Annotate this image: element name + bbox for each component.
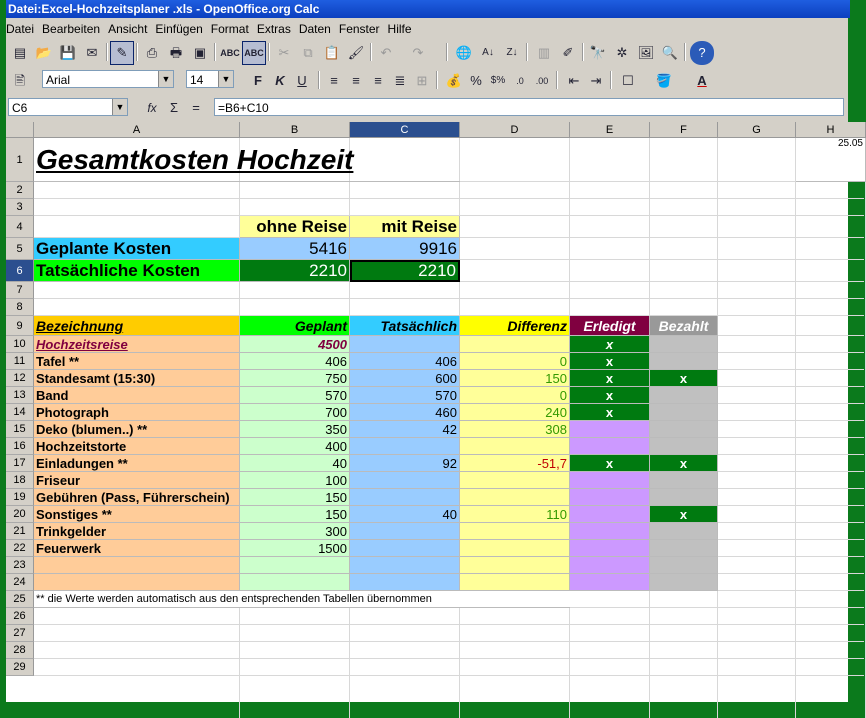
item-planned[interactable]: 400 bbox=[240, 438, 350, 455]
row-header-26[interactable]: 26 bbox=[6, 608, 34, 625]
undo-icon[interactable]: ↶ bbox=[380, 45, 392, 60]
sort-descending-icon[interactable]: Z↓ bbox=[506, 47, 518, 58]
align-right-icon[interactable]: ≡ bbox=[374, 73, 382, 88]
name-box[interactable] bbox=[8, 98, 128, 116]
row-header-22[interactable]: 22 bbox=[6, 540, 34, 557]
item-name[interactable]: Hochzeitsreise bbox=[34, 336, 240, 353]
item-paid[interactable] bbox=[650, 438, 718, 455]
item-difference[interactable] bbox=[460, 523, 570, 540]
increase-indent-icon[interactable]: ⇥ bbox=[590, 73, 602, 88]
gridline bbox=[34, 675, 864, 676]
row-header-27[interactable]: 27 bbox=[6, 625, 34, 642]
item-actual[interactable]: 92 bbox=[350, 455, 460, 472]
item-actual[interactable] bbox=[350, 438, 460, 455]
row-header-5[interactable]: 5 bbox=[6, 238, 34, 260]
item-paid[interactable]: x bbox=[650, 506, 718, 523]
page-preview-icon[interactable]: ▣ bbox=[193, 45, 207, 60]
menu-item[interactable]: Extras bbox=[256, 22, 291, 36]
item-name[interactable]: Hochzeitstorte bbox=[34, 438, 240, 455]
row-header-9[interactable]: 9 bbox=[6, 316, 34, 336]
styles-icon[interactable]: 🖹 bbox=[14, 73, 26, 88]
item-planned[interactable]: 300 bbox=[240, 523, 350, 540]
column-header-a[interactable]: A bbox=[34, 122, 240, 138]
cell-h1[interactable]: 25.05 bbox=[796, 138, 866, 182]
row-header-16[interactable]: 16 bbox=[6, 438, 34, 455]
item-planned[interactable]: 750 bbox=[240, 370, 350, 387]
menu-item[interactable]: Bearbeiten bbox=[42, 22, 101, 36]
hyperlink-icon[interactable]: 🌐 bbox=[455, 45, 473, 60]
item-name[interactable]: Einladungen ** bbox=[34, 455, 240, 472]
item-paid[interactable] bbox=[650, 489, 718, 506]
column-header-h[interactable]: H bbox=[796, 122, 866, 138]
calc-window bbox=[6, 0, 863, 702]
column-header-b[interactable]: B bbox=[240, 122, 350, 138]
find-replace-icon[interactable]: 🔭 bbox=[589, 45, 607, 60]
item-planned[interactable]: 700 bbox=[240, 404, 350, 421]
table-header-geplant[interactable]: Geplant bbox=[240, 316, 350, 336]
table-header-bezahlt[interactable]: Bezahlt bbox=[650, 316, 718, 336]
item-actual[interactable]: 570 bbox=[350, 387, 460, 404]
item-done[interactable] bbox=[570, 506, 650, 523]
item-name[interactable]: Sonstiges ** bbox=[34, 506, 240, 523]
edit-file-icon[interactable]: ✎ bbox=[110, 41, 134, 65]
paste-icon[interactable]: 📋 bbox=[323, 45, 341, 60]
column-header-d[interactable]: D bbox=[460, 122, 570, 138]
row-header-23[interactable]: 23 bbox=[6, 557, 34, 574]
item-name[interactable]: Standesamt (15:30) bbox=[34, 370, 240, 387]
delete-decimal-icon[interactable]: .00 bbox=[535, 76, 549, 86]
item-done[interactable] bbox=[570, 472, 650, 489]
font-size-select[interactable] bbox=[186, 70, 234, 88]
item-done[interactable] bbox=[570, 421, 650, 438]
item-planned[interactable]: 4500 bbox=[240, 336, 350, 353]
menu-item[interactable]: Format bbox=[210, 22, 249, 36]
font-name-select[interactable] bbox=[42, 70, 174, 88]
item-actual[interactable] bbox=[350, 336, 460, 353]
print-icon[interactable]: 🖶 bbox=[169, 45, 183, 60]
row-header-25[interactable]: 25 bbox=[6, 591, 34, 608]
row-header-1[interactable]: 1 bbox=[6, 138, 34, 182]
email-icon[interactable]: ✉ bbox=[86, 45, 98, 60]
gallery-icon[interactable]: 🖼 bbox=[637, 45, 655, 60]
item-paid[interactable] bbox=[650, 574, 718, 591]
item-done[interactable] bbox=[570, 540, 650, 557]
item-planned[interactable]: 100 bbox=[240, 472, 350, 489]
item-planned[interactable]: 406 bbox=[240, 353, 350, 370]
column-header-c[interactable]: C bbox=[350, 122, 460, 138]
chevron-down-icon[interactable]: ▼ bbox=[218, 71, 233, 87]
formula-bar bbox=[6, 96, 848, 118]
menu-item[interactable]: Daten bbox=[298, 22, 331, 36]
row-header-12[interactable]: 12 bbox=[6, 370, 34, 387]
item-difference[interactable] bbox=[460, 574, 570, 591]
item-difference[interactable] bbox=[460, 438, 570, 455]
row-header-21[interactable]: 21 bbox=[6, 523, 34, 540]
item-paid[interactable] bbox=[650, 336, 718, 353]
item-actual[interactable]: 40 bbox=[350, 506, 460, 523]
chart-icon[interactable]: ▥ bbox=[537, 45, 551, 60]
borders-icon[interactable]: ☐ bbox=[622, 73, 634, 88]
item-planned[interactable]: 1500 bbox=[240, 540, 350, 557]
draw-functions-icon[interactable]: ✐ bbox=[562, 45, 574, 60]
item-difference[interactable]: 240 bbox=[460, 404, 570, 421]
item-difference[interactable]: 110 bbox=[460, 506, 570, 523]
item-name[interactable]: Trinkgelder bbox=[34, 523, 240, 540]
item-done[interactable]: x bbox=[570, 370, 650, 387]
actual-mit-reise-selected[interactable]: 2210 bbox=[350, 260, 460, 282]
align-center-icon[interactable]: ≡ bbox=[352, 73, 360, 88]
row-header-10[interactable]: 10 bbox=[6, 336, 34, 353]
item-done[interactable]: x bbox=[570, 387, 650, 404]
row-header-17[interactable]: 17 bbox=[6, 455, 34, 472]
item-paid[interactable] bbox=[650, 472, 718, 489]
spreadsheet-grid[interactable] bbox=[6, 122, 863, 702]
table-header-erledigt[interactable]: Erledigt bbox=[570, 316, 650, 336]
row-header-2[interactable]: 2 bbox=[6, 182, 34, 199]
decrease-indent-icon[interactable]: ⇤ bbox=[568, 73, 580, 88]
menu-bar bbox=[6, 20, 848, 38]
bold-icon[interactable]: F bbox=[254, 73, 262, 88]
column-header-e[interactable]: E bbox=[570, 122, 650, 138]
save-icon[interactable]: 💾 bbox=[59, 45, 77, 60]
window-title: Datei:Excel-Hochzeitsplaner .xls - OpenOffice.org Calc bbox=[6, 0, 850, 18]
item-done[interactable] bbox=[570, 557, 650, 574]
merge-cells-icon[interactable]: ⊞ bbox=[416, 73, 428, 88]
gridline bbox=[34, 298, 864, 299]
item-actual[interactable] bbox=[350, 574, 460, 591]
row-header-29[interactable]: 29 bbox=[6, 659, 34, 676]
gridline bbox=[34, 641, 864, 642]
item-actual[interactable] bbox=[350, 557, 460, 574]
item-planned[interactable]: 350 bbox=[240, 421, 350, 438]
row-header-15[interactable]: 15 bbox=[6, 421, 34, 438]
formula-text: =B6+C10 bbox=[218, 101, 269, 115]
column-header-g[interactable]: G bbox=[718, 122, 796, 138]
item-planned[interactable]: 150 bbox=[240, 506, 350, 523]
chevron-down-icon[interactable]: ▼ bbox=[112, 99, 127, 115]
item-name[interactable]: Band bbox=[34, 387, 240, 404]
item-difference[interactable] bbox=[460, 472, 570, 489]
item-actual[interactable] bbox=[350, 472, 460, 489]
row-header-19[interactable]: 19 bbox=[6, 489, 34, 506]
row-header-7[interactable]: 7 bbox=[6, 282, 34, 299]
item-actual[interactable]: 460 bbox=[350, 404, 460, 421]
menu-item[interactable]: Fenster bbox=[338, 22, 380, 36]
planned-ohne-reise[interactable]: 5416 bbox=[240, 238, 350, 260]
add-decimal-icon[interactable]: .0 bbox=[516, 76, 524, 86]
item-paid[interactable] bbox=[650, 404, 718, 421]
sort-ascending-icon[interactable]: A↓ bbox=[482, 47, 494, 58]
formatting-toolbar bbox=[6, 66, 848, 94]
row-header-11[interactable]: 11 bbox=[6, 353, 34, 370]
row-header-8[interactable]: 8 bbox=[6, 299, 34, 316]
open-folder-icon[interactable]: 📂 bbox=[35, 45, 53, 60]
column-header-f[interactable]: F bbox=[650, 122, 718, 138]
gridline bbox=[34, 624, 864, 625]
font-color-icon[interactable]: A bbox=[697, 73, 707, 88]
currency-icon[interactable]: 💰 bbox=[445, 73, 463, 88]
item-done[interactable] bbox=[570, 574, 650, 591]
chevron-down-icon[interactable]: ▼ bbox=[158, 71, 173, 87]
item-paid[interactable]: x bbox=[650, 370, 718, 387]
item-name[interactable] bbox=[34, 557, 240, 574]
formula-input[interactable] bbox=[214, 98, 844, 116]
actual-ohne-reise[interactable]: 2210 bbox=[240, 260, 350, 282]
autospellcheck-icon[interactable]: ABC bbox=[242, 41, 266, 65]
standard-format-icon[interactable]: $% bbox=[490, 75, 506, 86]
label-geplante-kosten[interactable]: Geplante Kosten bbox=[34, 238, 240, 260]
row-header-3[interactable]: 3 bbox=[6, 199, 34, 216]
spellcheck-icon[interactable]: ABC bbox=[220, 48, 240, 58]
menu-item[interactable]: Datei bbox=[6, 22, 35, 36]
item-done[interactable]: x bbox=[570, 455, 650, 472]
format-paintbrush-icon[interactable]: 🖌 bbox=[347, 45, 365, 60]
item-paid[interactable] bbox=[650, 353, 718, 370]
item-planned[interactable]: 570 bbox=[240, 387, 350, 404]
item-paid[interactable] bbox=[650, 387, 718, 404]
item-actual[interactable] bbox=[350, 489, 460, 506]
item-difference[interactable]: -51,7 bbox=[460, 455, 570, 472]
copy-icon[interactable]: ⧉ bbox=[303, 45, 313, 60]
item-name[interactable]: Tafel ** bbox=[34, 353, 240, 370]
italic-icon[interactable]: K bbox=[275, 73, 285, 88]
underline-icon[interactable]: U bbox=[297, 73, 307, 88]
item-actual[interactable] bbox=[350, 523, 460, 540]
sum-icon[interactable]: Σ bbox=[169, 100, 179, 115]
gridline bbox=[34, 658, 864, 659]
item-difference[interactable] bbox=[460, 540, 570, 557]
item-actual[interactable]: 600 bbox=[350, 370, 460, 387]
item-difference[interactable] bbox=[460, 336, 570, 353]
item-name[interactable]: Friseur bbox=[34, 472, 240, 489]
item-planned[interactable]: 40 bbox=[240, 455, 350, 472]
row-header-28[interactable]: 28 bbox=[6, 642, 34, 659]
row-header-4[interactable]: 4 bbox=[6, 216, 34, 238]
font-size-value: 14 bbox=[190, 73, 204, 87]
cut-icon[interactable]: ✂ bbox=[278, 45, 290, 60]
row-header-18[interactable]: 18 bbox=[6, 472, 34, 489]
align-left-icon[interactable]: ≡ bbox=[330, 73, 338, 88]
item-planned[interactable]: 150 bbox=[240, 489, 350, 506]
item-planned[interactable] bbox=[240, 557, 350, 574]
item-done[interactable]: x bbox=[570, 353, 650, 370]
row-header-13[interactable]: 13 bbox=[6, 387, 34, 404]
standard-toolbar bbox=[6, 38, 848, 66]
item-name[interactable]: Feuerwerk bbox=[34, 540, 240, 557]
gridline bbox=[795, 138, 796, 718]
row-header-24[interactable]: 24 bbox=[6, 574, 34, 591]
table-header-bezeichnung[interactable]: Bezeichnung bbox=[34, 316, 240, 336]
new-document-icon[interactable]: ▤ bbox=[13, 45, 27, 60]
sheet-title[interactable]: Gesamtkosten Hochzeit bbox=[34, 138, 460, 182]
item-planned[interactable] bbox=[240, 574, 350, 591]
cell-reference: C6 bbox=[12, 101, 28, 115]
item-difference[interactable]: 308 bbox=[460, 421, 570, 438]
item-difference[interactable] bbox=[460, 557, 570, 574]
item-difference[interactable]: 0 bbox=[460, 387, 570, 404]
function-icon[interactable]: = bbox=[192, 100, 200, 115]
justify-icon[interactable]: ≣ bbox=[394, 73, 406, 88]
item-difference[interactable]: 0 bbox=[460, 353, 570, 370]
item-actual[interactable]: 42 bbox=[350, 421, 460, 438]
background-color-icon[interactable]: 🪣 bbox=[655, 73, 673, 88]
item-paid[interactable]: x bbox=[650, 455, 718, 472]
menu-item[interactable]: Einfügen bbox=[155, 22, 203, 36]
menu-item[interactable]: Hilfe bbox=[387, 22, 412, 36]
row-header-6[interactable]: 6 bbox=[6, 260, 34, 282]
row-header-14[interactable]: 14 bbox=[6, 404, 34, 421]
font-name-value: Arial bbox=[46, 73, 71, 87]
header-mit-reise[interactable]: mit Reise bbox=[350, 216, 460, 238]
item-name[interactable]: Deko (blumen..) ** bbox=[34, 421, 240, 438]
table-header-tatsächlich[interactable]: Tatsächlich bbox=[350, 316, 460, 336]
row-header-20[interactable]: 20 bbox=[6, 506, 34, 523]
item-paid[interactable] bbox=[650, 557, 718, 574]
item-paid[interactable] bbox=[650, 540, 718, 557]
export-pdf-icon[interactable]: ⎙ bbox=[146, 45, 158, 60]
item-paid[interactable] bbox=[650, 523, 718, 540]
percent-icon[interactable]: % bbox=[470, 73, 482, 88]
header-ohne-reise[interactable]: ohne Reise bbox=[240, 216, 350, 238]
item-done[interactable]: x bbox=[570, 336, 650, 353]
menu-item[interactable]: Ansicht bbox=[108, 22, 148, 36]
item-done[interactable] bbox=[570, 523, 650, 540]
item-done[interactable]: x bbox=[570, 404, 650, 421]
item-difference[interactable]: 150 bbox=[460, 370, 570, 387]
item-name[interactable]: Gebühren (Pass, Führerschein) bbox=[34, 489, 240, 506]
label-tatsaechliche-kosten[interactable]: Tatsächliche Kosten bbox=[34, 260, 240, 282]
zoom-icon[interactable]: 🔍 bbox=[661, 45, 679, 60]
item-paid[interactable] bbox=[650, 421, 718, 438]
footnote[interactable]: ** die Werte werden automatisch aus den entsprechenden Tabellen übernommen bbox=[34, 591, 570, 608]
table-header-differenz[interactable]: Differenz bbox=[460, 316, 570, 336]
item-difference[interactable] bbox=[460, 489, 570, 506]
corner-select-all[interactable] bbox=[6, 122, 34, 138]
redo-icon[interactable]: ↷ bbox=[412, 45, 424, 60]
planned-mit-reise[interactable]: 9916 bbox=[350, 238, 460, 260]
function-wizard-icon[interactable]: fx bbox=[147, 101, 157, 115]
item-done[interactable] bbox=[570, 489, 650, 506]
item-name[interactable] bbox=[34, 574, 240, 591]
item-name[interactable]: Photograph bbox=[34, 404, 240, 421]
item-actual[interactable]: 406 bbox=[350, 353, 460, 370]
gridline bbox=[34, 198, 864, 199]
item-actual[interactable] bbox=[350, 540, 460, 557]
navigator-icon[interactable]: ✲ bbox=[616, 45, 628, 60]
help-icon[interactable]: ? bbox=[690, 41, 714, 65]
item-done[interactable] bbox=[570, 438, 650, 455]
